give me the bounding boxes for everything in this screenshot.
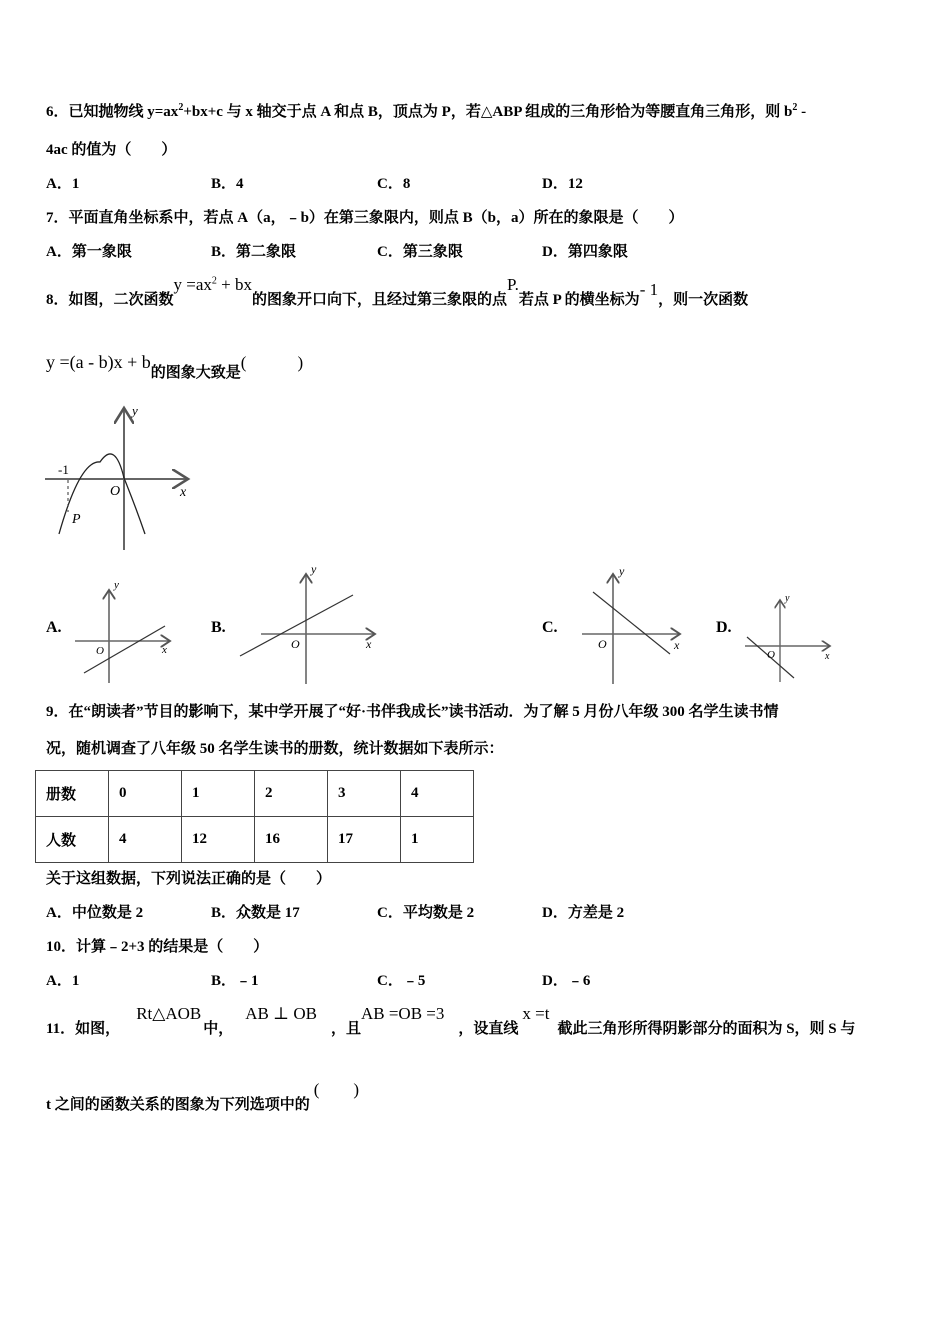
q11-text-line2: t 之间的函数关系的图象为下列选项中的 [46, 1097, 310, 1113]
svg-text:O: O [767, 649, 775, 661]
q10-stem: 10．计算﹣2+3 的结果是（ ） [46, 939, 269, 955]
q9-data-table [35, 770, 474, 863]
q11-text-mid2: ，且 [330, 1021, 361, 1037]
table-cell: 0 [109, 771, 182, 817]
q11-formula-line: x =t [522, 1004, 550, 1023]
table-cell: 4 [401, 771, 474, 817]
table-cell: 册数 [36, 771, 109, 817]
q11-text-post: 截此三角形所得阴影部分的面积为 S，则 S 与 [557, 1021, 856, 1037]
q10-option-c[interactable]: C．﹣5 [377, 973, 426, 989]
q8-value: - 1 [639, 280, 659, 299]
q6-sup-a: 2 [178, 102, 184, 113]
q6-option-a[interactable]: A．1 [46, 176, 80, 192]
svg-text:x: x [825, 651, 830, 662]
table-cell: 17 [328, 817, 401, 863]
q10-option-d[interactable]: D．﹣6 [542, 973, 591, 989]
q9-option-d[interactable]: D．方差是 2 [542, 905, 625, 921]
table-cell: 人数 [36, 817, 109, 863]
table-cell: 3 [328, 771, 401, 817]
q8-option-a-graph[interactable] [70, 578, 180, 688]
q7-option-a[interactable]: A．第一象限 [46, 244, 132, 260]
svg-text:x: x [366, 637, 372, 651]
q11-formula-perp: AB ⊥ OB [245, 1004, 317, 1023]
q11-formula-triangle: Rt△AOB [136, 1004, 202, 1023]
q9-stem-line2: 况，随机调查了八年级 50 名学生读书的册数，统计数据如下表所示： [46, 741, 504, 757]
q7-option-b[interactable]: B．第二象限 [211, 244, 297, 260]
table-cell: 1 [401, 817, 474, 863]
q8-option-a-label[interactable]: A. [46, 619, 62, 636]
q8-option-c-graph[interactable] [570, 562, 690, 687]
q6-option-d[interactable]: D．12 [542, 176, 583, 192]
svg-text:O: O [291, 637, 300, 651]
svg-text:y: y [311, 562, 317, 576]
svg-text:x: x [674, 638, 680, 652]
q6-stem-line1 [46, 103, 806, 121]
table-cell: 16 [255, 817, 328, 863]
q11-stem-line1 [46, 1004, 856, 1038]
q8-text-mid: 的图象开口向下，且经过第三象限的点 [252, 292, 508, 308]
svg-text:P: P [72, 512, 81, 527]
svg-text:x: x [180, 485, 187, 500]
svg-text:x: x [162, 644, 167, 656]
svg-text:O: O [96, 645, 104, 657]
q10-option-b[interactable]: B．﹣1 [211, 973, 259, 989]
q8-stem-line1 [46, 275, 749, 309]
table-row [36, 771, 474, 817]
q9-question: 关于这组数据，下列说法正确的是（ ） [46, 871, 332, 887]
q6-text-b: +bx+c 与 x 轴交于点 A 和点 B，顶点为 P，若△ABP 组成的三角形恰为等腰直角三角形，则 b [183, 104, 793, 120]
q7-option-c[interactable]: C．第三象限 [377, 244, 463, 260]
q8-formula-linear: y =(a - b)x + b [46, 352, 151, 372]
svg-text:-1: -1 [58, 462, 69, 477]
q8-option-d-graph[interactable] [740, 590, 840, 685]
q11-stem-line2 [46, 1080, 360, 1114]
q11-text-mid3: ，设直线 [458, 1021, 519, 1037]
q6-text-c: - [797, 104, 807, 120]
q11-text-mid1: 中， [203, 1021, 234, 1037]
q9-option-c[interactable]: C．平均数是 2 [377, 905, 475, 921]
q8-stem-line2 [46, 352, 304, 382]
q6-stem-line2: 4ac 的值为（ ） [46, 142, 177, 158]
svg-text:O: O [110, 484, 121, 499]
svg-text:y: y [619, 564, 625, 578]
table-cell: 12 [182, 817, 255, 863]
svg-text:y: y [785, 593, 790, 604]
q8-text-line2: 的图象大致是 [150, 365, 241, 381]
svg-text:y: y [132, 403, 138, 418]
svg-text:O: O [598, 637, 607, 651]
q6-option-c[interactable]: C．8 [377, 176, 411, 192]
q6-option-b[interactable]: B．4 [211, 176, 244, 192]
q8-text-pre: 8．如图，二次函数 [46, 292, 174, 308]
q8-option-d-label[interactable]: D. [716, 619, 732, 636]
q8-option-b-graph[interactable] [235, 562, 380, 687]
q8-option-c-label[interactable]: C. [542, 619, 558, 636]
table-cell: 2 [255, 771, 328, 817]
q8-formula-quadratic: $y =ax^2$ + bx [173, 275, 252, 294]
q6-text-a: 6．已知抛物线 y=ax [46, 104, 179, 120]
q8-parabola-figure [40, 400, 200, 555]
q9-option-b[interactable]: B．众数是 17 [211, 905, 300, 921]
q11-text-pre: 11．如图， [46, 1021, 121, 1037]
q8-paren: ( ) [240, 353, 304, 372]
table-cell: 4 [109, 817, 182, 863]
q9-option-a[interactable]: A．中位数是 2 [46, 905, 144, 921]
q11-paren: ( ) [313, 1080, 360, 1099]
q8-text-mid2: 若点 P 的横坐标为 [518, 292, 640, 308]
svg-text:y: y [114, 579, 119, 591]
q8-point-p: P. [507, 275, 519, 294]
q7-option-d[interactable]: D．第四象限 [542, 244, 628, 260]
q8-text-post: ，则一次函数 [658, 292, 749, 308]
q10-option-a[interactable]: A．1 [46, 973, 80, 989]
q6-sup-b: 2 [792, 102, 798, 113]
q9-stem-line1: 9．在“朗读者”节目的影响下，某中学开展了“好·书伴我成长”读书活动．为了解 5 月份八年级 300 名学生读书情 [46, 704, 779, 720]
table-cell: 1 [182, 771, 255, 817]
table-row [36, 817, 474, 863]
q11-formula-equal: AB =OB =3 [360, 1004, 445, 1023]
q8-option-b-label[interactable]: B. [211, 619, 226, 636]
q7-stem: 7．平面直角坐标系中，若点 A（a，﹣b）在第三象限内，则点 B（b，a）所在的象限是（ ） [46, 210, 684, 226]
